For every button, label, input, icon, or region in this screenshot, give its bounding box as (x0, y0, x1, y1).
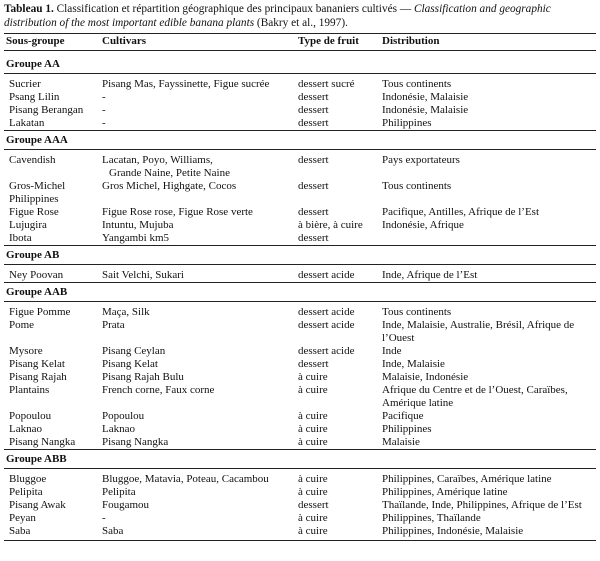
cell-sous-groupe-text: Psang Lilin (9, 91, 60, 103)
table-row (4, 410, 596, 423)
cell-sous-groupe (4, 269, 100, 283)
cell-distribution-text: Afrique du Centre et de l’Ouest, Caraïbes, (382, 384, 568, 396)
cell-type-de-fruit (296, 319, 380, 345)
cell-type-de-fruit-text: à cuire (298, 525, 328, 537)
cell-cultivars-text: Saba (102, 525, 124, 537)
cell-distribution (380, 423, 596, 436)
cell-type-de-fruit-text: dessert (298, 232, 329, 244)
cell-type-de-fruit-text: dessert acide (298, 269, 355, 281)
cell-type-de-fruit (296, 91, 380, 104)
cell-distribution-text: Tous continents (382, 78, 452, 90)
table-row (4, 180, 596, 206)
cell-cultivars (100, 423, 296, 436)
table-row (4, 423, 596, 436)
cell-type-de-fruit (296, 423, 380, 436)
cell-distribution (380, 512, 596, 525)
cell-sous-groupe-text: Pelipita (9, 486, 43, 498)
cell-type-de-fruit (296, 384, 380, 410)
caption-citation: (Bakry et al., 1997). (254, 17, 348, 29)
cell-sous-groupe-text: Ibota (9, 232, 32, 244)
cell-distribution-text: Pacifique (382, 410, 424, 422)
table-row (4, 206, 596, 219)
cell-cultivars (100, 306, 296, 319)
group-header-row (4, 246, 596, 265)
cell-cultivars (100, 269, 296, 283)
cell-sous-groupe (4, 78, 100, 91)
group-header-row (4, 55, 596, 74)
cell-type-de-fruit (296, 436, 380, 450)
caption-text-en: Classification and geographic distribution of the most important edible banana plants (4, 3, 551, 29)
cell-sous-groupe-text: Plantains (9, 384, 50, 396)
cell-distribution (380, 154, 596, 180)
cell-sous-groupe-text: Figue Rose (9, 206, 59, 218)
cell-type-de-fruit (296, 473, 380, 486)
cell-type-de-fruit-text: à cuire (298, 473, 328, 485)
table-row (4, 232, 596, 246)
cell-sous-groupe-text: Pisang Awak (9, 499, 66, 511)
cell-distribution (380, 358, 596, 371)
cell-type-de-fruit-text: dessert (298, 117, 329, 129)
caption-text-fr: Classification et répartition géographique des principaux bananiers cultivés — (53, 3, 414, 15)
cell-cultivars (100, 117, 296, 131)
cell-type-de-fruit (296, 180, 380, 206)
cell-cultivars-text: Pisang Mas, Fayssinette, Figue sucrée (102, 78, 270, 90)
group-title: Groupe AB (4, 246, 596, 265)
cell-distribution (380, 345, 596, 358)
cell-cultivars (100, 219, 296, 232)
cell-cultivars (100, 512, 296, 525)
cell-distribution-text: Tous continents (382, 306, 452, 318)
cell-cultivars (100, 104, 296, 117)
cell-distribution-text: Philippines (382, 423, 432, 435)
cell-type-de-fruit (296, 232, 380, 246)
cell-distribution (380, 371, 596, 384)
cell-type-de-fruit-text: dessert (298, 104, 329, 116)
table-row (4, 358, 596, 371)
cell-sous-groupe-continuation: Philippines (9, 193, 59, 205)
cell-type-de-fruit (296, 117, 380, 131)
cell-distribution (380, 104, 596, 117)
cell-cultivars (100, 384, 296, 410)
cell-distribution-text: Thaïlande, Inde, Philippines, Afrique de l’Est (382, 499, 582, 511)
cell-sous-groupe-text: Cavendish (9, 154, 56, 166)
cell-sous-groupe (4, 525, 100, 538)
cell-type-de-fruit (296, 371, 380, 384)
cell-sous-groupe (4, 512, 100, 525)
cell-type-de-fruit-text: dessert (298, 91, 329, 103)
cell-sous-groupe-text: Mysore (9, 345, 43, 357)
cell-cultivars (100, 319, 296, 345)
cell-distribution (380, 319, 596, 345)
cell-distribution-text: Pays exportateurs (382, 154, 460, 166)
cell-type-de-fruit-text: à cuire (298, 423, 328, 435)
cell-cultivars-text: Lacatan, Poyo, Williams, (102, 154, 213, 166)
cell-sous-groupe-text: Pisang Berangan (9, 104, 84, 116)
cell-cultivars-text: Popoulou (102, 410, 145, 422)
cell-sous-groupe (4, 117, 100, 131)
cell-distribution (380, 117, 596, 131)
classification-table (4, 33, 596, 541)
cell-cultivars-text: - (102, 91, 106, 103)
table-row (4, 78, 596, 91)
cell-type-de-fruit (296, 525, 380, 538)
table-row (4, 525, 596, 538)
cell-cultivars (100, 154, 296, 180)
cell-cultivars-text: Gros Michel, Highgate, Cocos (102, 180, 237, 192)
cell-type-de-fruit (296, 78, 380, 91)
cell-type-de-fruit-text: à cuire (298, 486, 328, 498)
cell-sous-groupe (4, 499, 100, 512)
cell-cultivars-text: Sait Velchi, Sukari (102, 269, 184, 281)
cell-cultivars-text: French corne, Faux corne (102, 384, 215, 396)
cell-sous-groupe (4, 154, 100, 180)
cell-distribution-continuation: Amérique latine (382, 397, 454, 409)
cell-distribution-text: Inde (382, 345, 402, 357)
cell-cultivars-text: Maça, Silk (102, 306, 150, 318)
table-row (4, 486, 596, 499)
cell-cultivars-text: - (102, 117, 106, 129)
cell-type-de-fruit (296, 486, 380, 499)
table-row (4, 436, 596, 450)
cell-cultivars (100, 473, 296, 486)
cell-sous-groupe-text: Peyan (9, 512, 36, 524)
cell-cultivars (100, 91, 296, 104)
cell-sous-groupe (4, 473, 100, 486)
group-title: Groupe AAB (4, 283, 596, 302)
cell-sous-groupe (4, 319, 100, 345)
cell-sous-groupe (4, 436, 100, 450)
group-header-row (4, 283, 596, 302)
cell-type-de-fruit-text: dessert (298, 154, 329, 166)
cell-type-de-fruit-text: dessert acide (298, 306, 355, 318)
cell-type-de-fruit-text: dessert (298, 358, 329, 370)
cell-sous-groupe-text: Popoulou (9, 410, 52, 422)
cell-sous-groupe (4, 232, 100, 246)
cell-distribution (380, 525, 596, 538)
header-cultivars: Cultivars (100, 34, 296, 51)
header-type-de-fruit: Type de fruit (296, 34, 380, 51)
header-sous-groupe: Sous-groupe (4, 34, 100, 51)
table-row (4, 219, 596, 232)
table-row (4, 319, 596, 345)
cell-distribution (380, 206, 596, 219)
table-row (4, 371, 596, 384)
cell-cultivars (100, 499, 296, 512)
cell-cultivars-text: Pelipita (102, 486, 136, 498)
cell-sous-groupe (4, 104, 100, 117)
cell-distribution-text: Philippines (382, 117, 432, 129)
cell-type-de-fruit (296, 358, 380, 371)
cell-sous-groupe (4, 180, 100, 206)
cell-cultivars-text: Yangambi km5 (102, 232, 170, 244)
cell-distribution (380, 473, 596, 486)
cell-cultivars-text: Pisang Nangka (102, 436, 169, 448)
cell-distribution (380, 306, 596, 319)
cell-distribution-text: Inde, Malaisie (382, 358, 445, 370)
cell-type-de-fruit-text: à bière, à cuire (298, 219, 363, 231)
cell-type-de-fruit (296, 206, 380, 219)
cell-distribution (380, 219, 596, 232)
group-title: Groupe ABB (4, 450, 596, 469)
cell-cultivars-text: Pisang Kelat (102, 358, 158, 370)
cell-sous-groupe-text: Lakatan (9, 117, 45, 129)
cell-cultivars-continuation: Grande Naine, Petite Naine (109, 167, 230, 179)
cell-type-de-fruit (296, 345, 380, 358)
table-bottom-rule (4, 538, 596, 541)
cell-type-de-fruit-text: dessert (298, 180, 329, 192)
cell-type-de-fruit-text: à cuire (298, 410, 328, 422)
cell-distribution (380, 78, 596, 91)
cell-cultivars-text: Prata (102, 319, 125, 331)
cell-distribution (380, 232, 596, 246)
cell-sous-groupe-text: Ney Poovan (9, 269, 64, 281)
cell-type-de-fruit (296, 499, 380, 512)
cell-distribution (380, 486, 596, 499)
cell-sous-groupe (4, 384, 100, 410)
cell-distribution-continuation: l’Ouest (382, 332, 415, 344)
cell-type-de-fruit-text: à cuire (298, 512, 328, 524)
cell-distribution (380, 436, 596, 450)
table-row (4, 91, 596, 104)
cell-distribution-text: Indonésie, Malaisie (382, 91, 469, 103)
cell-distribution-text: Philippines, Caraïbes, Amérique latine (382, 473, 552, 485)
cell-type-de-fruit (296, 410, 380, 423)
cell-type-de-fruit-text: dessert acide (298, 319, 355, 331)
table-row (4, 104, 596, 117)
cell-cultivars (100, 232, 296, 246)
cell-distribution (380, 499, 596, 512)
cell-distribution-text: Inde, Malaisie, Australie, Brésil, Afrique de (382, 319, 575, 331)
cell-sous-groupe-text: Lujugira (9, 219, 47, 231)
cell-cultivars-text: Figue Rose rose, Figue Rose verte (102, 206, 253, 218)
cell-sous-groupe-text: Gros-Michel (9, 180, 66, 192)
cell-type-de-fruit (296, 154, 380, 180)
cell-cultivars (100, 180, 296, 206)
cell-sous-groupe-text: Pisang Kelat (9, 358, 65, 370)
cell-cultivars-text: Bluggoe, Matavia, Poteau, Cacambou (102, 473, 269, 485)
cell-sous-groupe-text: Pisang Nangka (9, 436, 76, 448)
cell-sous-groupe (4, 410, 100, 423)
cell-distribution (380, 180, 596, 206)
cell-distribution-text: Malaisie, Indonésie (382, 371, 469, 383)
table-row (4, 306, 596, 319)
cell-cultivars-text: - (102, 104, 106, 116)
cell-cultivars (100, 436, 296, 450)
group-header-row (4, 450, 596, 469)
cell-sous-groupe (4, 206, 100, 219)
cell-distribution-text: Philippines, Amérique latine (382, 486, 508, 498)
cell-distribution-text: Indonésie, Malaisie (382, 104, 469, 116)
cell-cultivars (100, 410, 296, 423)
cell-type-de-fruit (296, 306, 380, 319)
cell-sous-groupe-text: Pome (9, 319, 35, 331)
cell-sous-groupe (4, 371, 100, 384)
cell-sous-groupe (4, 358, 100, 371)
cell-sous-groupe-text: Laknao (9, 423, 42, 435)
table-row (4, 269, 596, 283)
cell-sous-groupe (4, 219, 100, 232)
cell-sous-groupe-text: Pisang Rajah (9, 371, 67, 383)
cell-sous-groupe-text: Saba (9, 525, 31, 537)
cell-sous-groupe-text: Bluggoe (9, 473, 47, 485)
table-row (4, 154, 596, 180)
header-distribution: Distribution (380, 34, 596, 51)
cell-cultivars-text: Laknao (102, 423, 135, 435)
cell-type-de-fruit (296, 219, 380, 232)
cell-distribution-text: Inde, Afrique de l’Est (382, 269, 478, 281)
table-row (4, 473, 596, 486)
cell-cultivars (100, 358, 296, 371)
cell-distribution (380, 91, 596, 104)
cell-cultivars (100, 345, 296, 358)
cell-sous-groupe (4, 423, 100, 436)
table-row (4, 512, 596, 525)
cell-type-de-fruit (296, 104, 380, 117)
cell-type-de-fruit-text: dessert (298, 206, 329, 218)
cell-type-de-fruit-text: à cuire (298, 371, 328, 383)
table-row (4, 384, 596, 410)
cell-sous-groupe (4, 345, 100, 358)
group-title: Groupe AA (4, 55, 596, 74)
table-caption (4, 2, 596, 30)
cell-sous-groupe (4, 306, 100, 319)
group-header-row (4, 131, 596, 150)
cell-type-de-fruit-text: dessert acide (298, 345, 355, 357)
cell-cultivars (100, 525, 296, 538)
table-row (4, 345, 596, 358)
cell-distribution (380, 384, 596, 410)
table-body (4, 51, 596, 541)
cell-cultivars (100, 371, 296, 384)
cell-type-de-fruit-text: à cuire (298, 436, 328, 448)
cell-distribution-text: Tous continents (382, 180, 452, 192)
cell-cultivars (100, 78, 296, 91)
cell-type-de-fruit-text: à cuire (298, 384, 328, 396)
cell-sous-groupe (4, 91, 100, 104)
table-row (4, 499, 596, 512)
table-header-row (4, 34, 596, 51)
cell-cultivars-text: Pisang Ceylan (102, 345, 166, 357)
cell-distribution-text: Philippines, Indonésie, Malaisie (382, 525, 524, 537)
caption-label: Tableau 1. (4, 3, 54, 15)
cell-type-de-fruit (296, 269, 380, 283)
cell-sous-groupe-text: Sucrier (9, 78, 41, 90)
cell-distribution-text: Malaisie (382, 436, 420, 448)
cell-distribution-text: Pacifique, Antilles, Afrique de l’Est (382, 206, 540, 218)
cell-sous-groupe-text: Figue Pomme (9, 306, 71, 318)
cell-cultivars-text: Fougamou (102, 499, 150, 511)
cell-type-de-fruit (296, 512, 380, 525)
cell-cultivars-text: Intuntu, Mujuba (102, 219, 174, 231)
cell-cultivars (100, 206, 296, 219)
cell-sous-groupe (4, 486, 100, 499)
cell-distribution-text: Indonésie, Afrique (382, 219, 464, 231)
cell-type-de-fruit-text: dessert (298, 499, 329, 511)
cell-type-de-fruit-text: dessert sucré (298, 78, 355, 90)
cell-distribution (380, 410, 596, 423)
table-row (4, 117, 596, 131)
cell-cultivars-text: - (102, 512, 106, 524)
cell-distribution (380, 269, 596, 283)
cell-distribution-text: Philippines, Thaïlande (382, 512, 481, 524)
group-title: Groupe AAA (4, 131, 596, 150)
cell-cultivars-text: Pisang Rajah Bulu (102, 371, 184, 383)
cell-cultivars (100, 486, 296, 499)
